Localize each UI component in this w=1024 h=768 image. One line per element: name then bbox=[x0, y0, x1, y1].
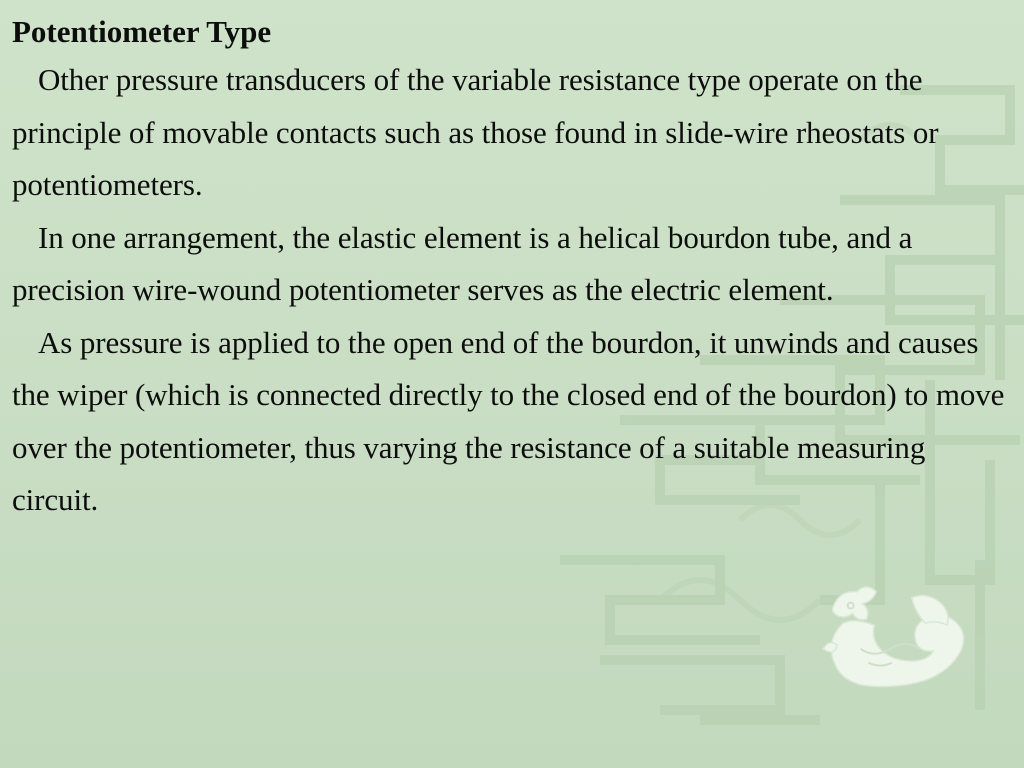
slide-content bbox=[12, 10, 1017, 527]
slide-title: Potentiometer Type bbox=[12, 14, 272, 49]
dragon-emblem-icon bbox=[812, 580, 972, 698]
paragraph-1: Other pressure transducers of the variable resistance type operate on the principle of movable contacts such as those found in slide-wire rheostats or potentiometers. bbox=[12, 62, 939, 202]
paragraph-3: As pressure is applied to the open end of the bourdon, it unwinds and causes the wiper (which is connected directly to the closed end of the bourdon) to move over the potentiometer, thus varying the resistance of a suitable measuring circuit. bbox=[12, 324, 1005, 517]
paragraph-2: In one arrangement, the elastic element is a helical bourdon tube, and a precision wire-wound potentiometer serves as the electric element. bbox=[12, 219, 913, 307]
